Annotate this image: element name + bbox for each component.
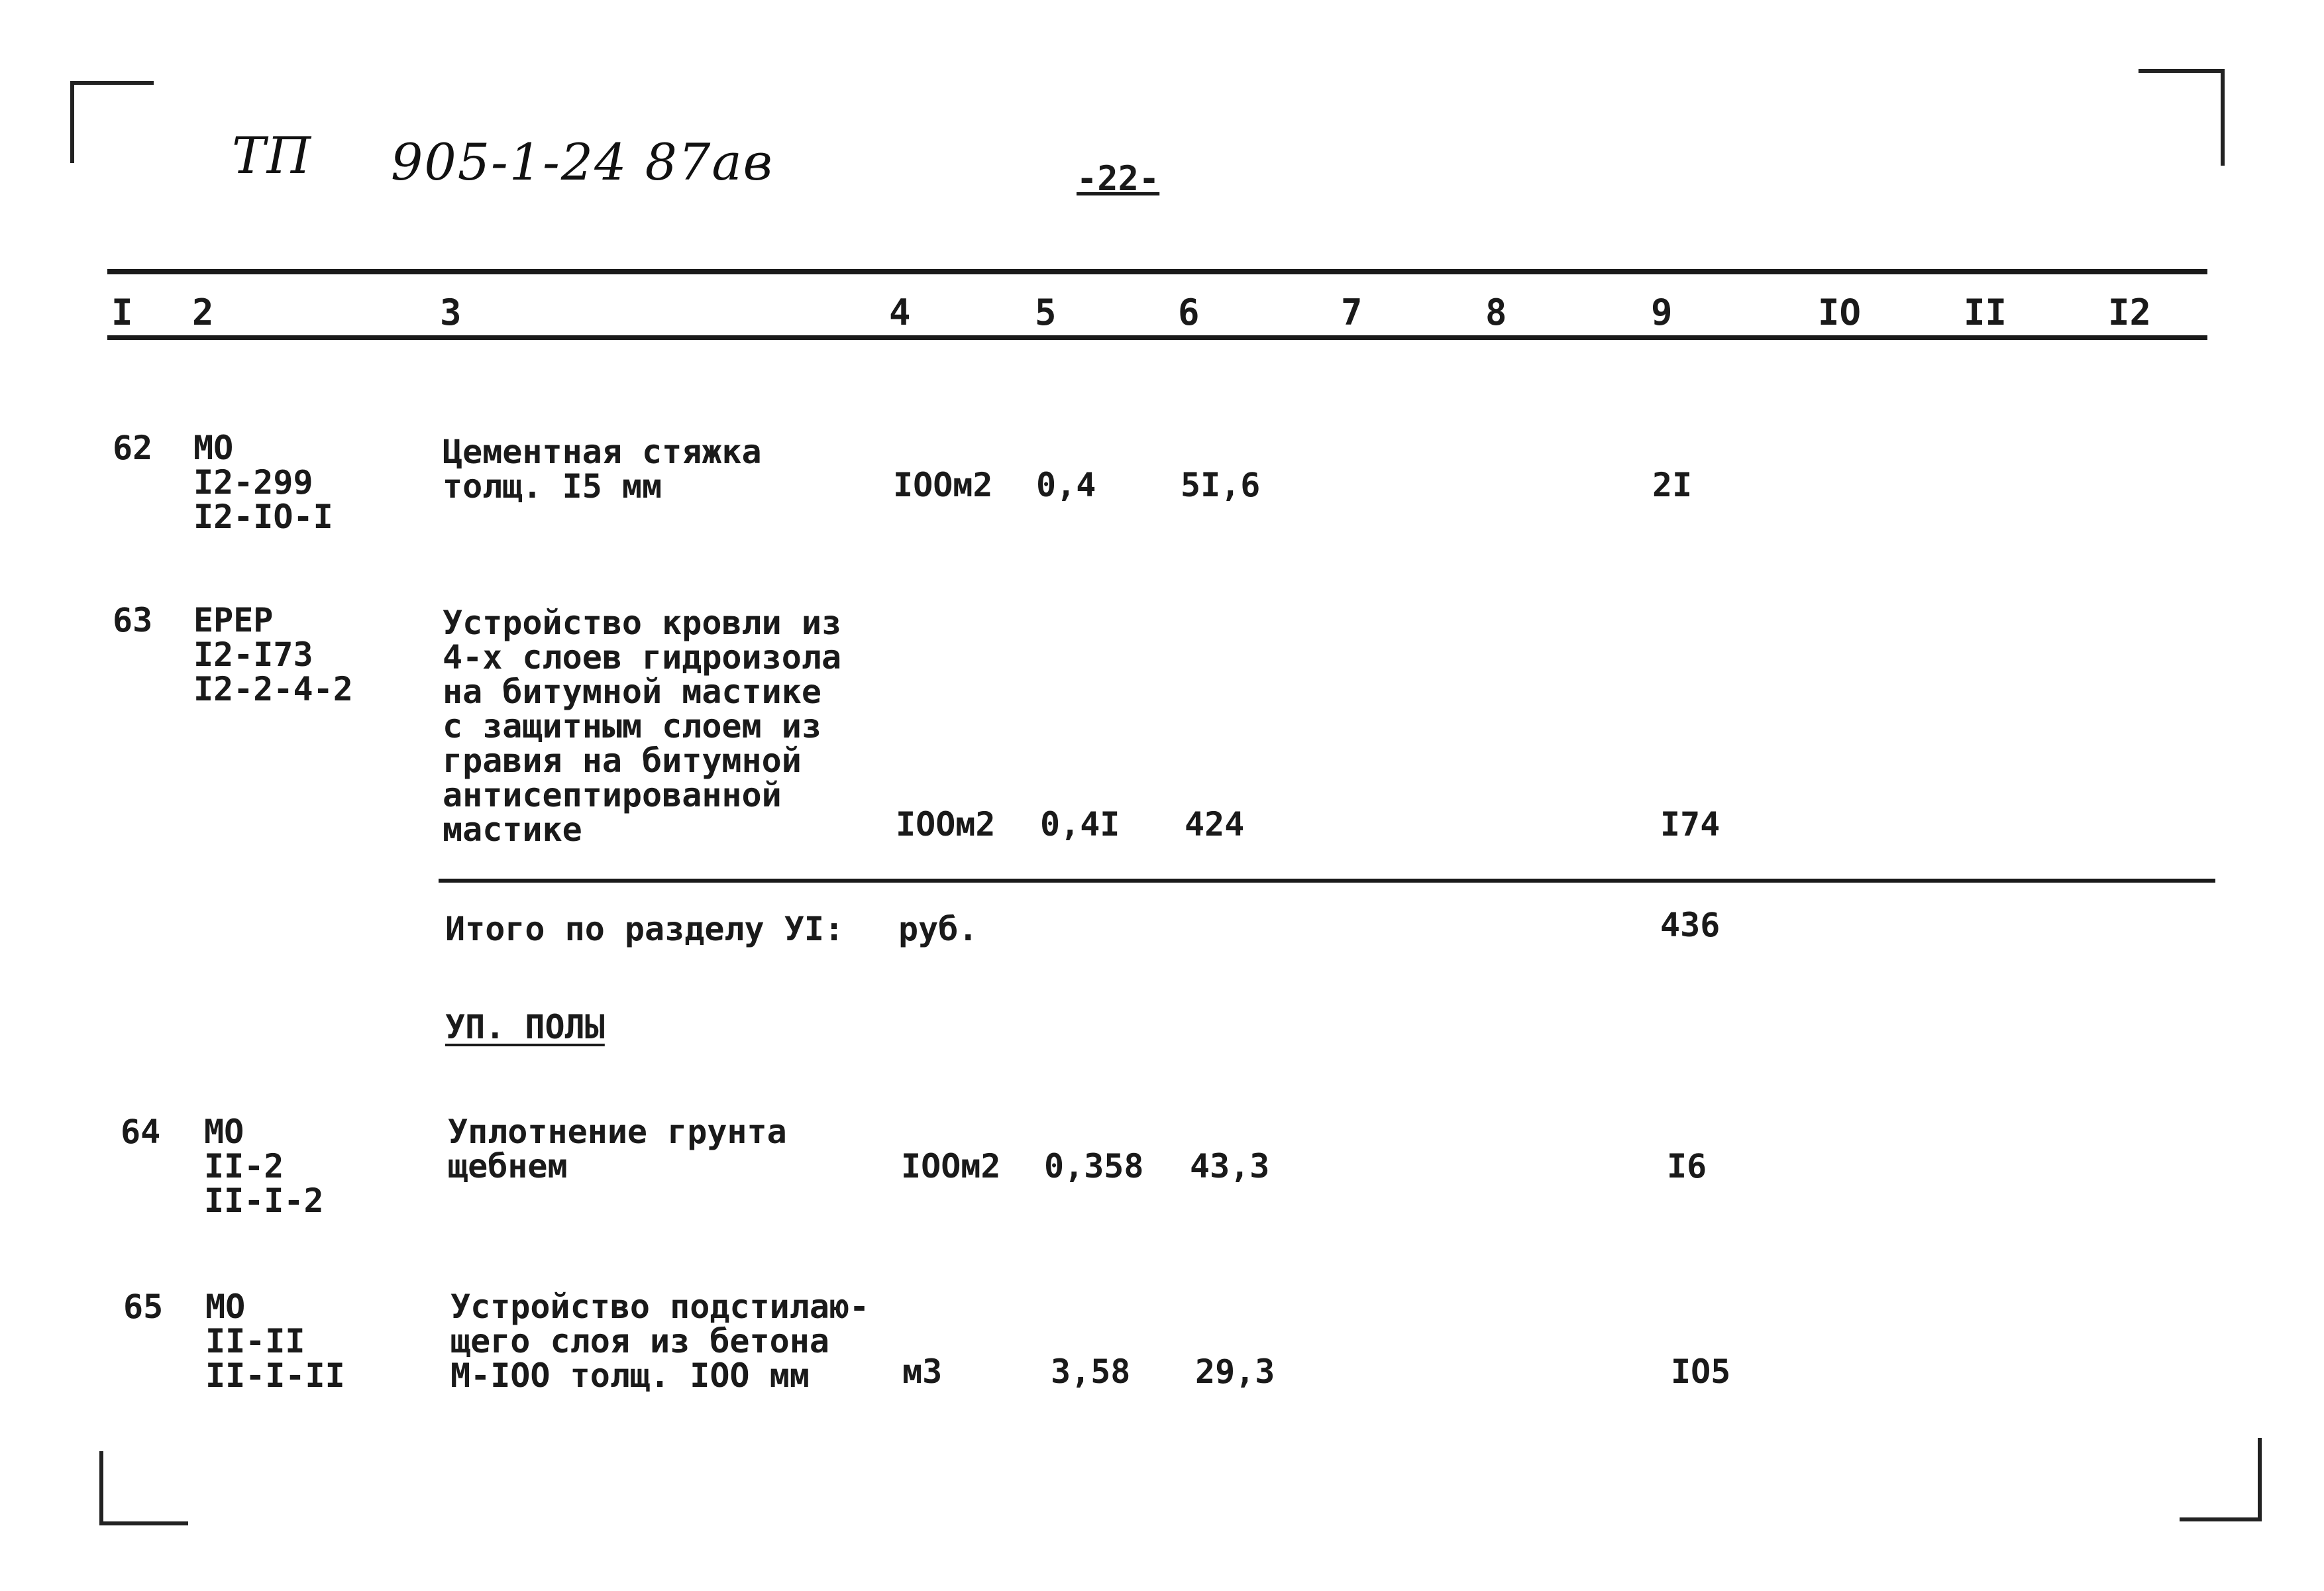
row-62-total: 2I [1652,466,1693,504]
document-code-number: 905-1-24 87ав [391,133,774,192]
row-63-quantity: 0,4I [1040,805,1120,844]
column-header-12: I2 [2108,292,2152,333]
row-64-number: 64 [121,1113,161,1151]
column-header-6: 6 [1178,292,1200,333]
row-62-unit: IOOм2 [893,466,993,504]
row-63-price: 424 [1185,805,1245,844]
row-64-basis: МО II-2 II-I-2 [204,1113,324,1220]
column-header-2: 2 [192,292,214,333]
page-number: -22- [1077,159,1160,199]
row-62-number: 62 [113,429,153,467]
row-65-number: 65 [123,1288,164,1326]
column-header-5: 5 [1035,292,1057,333]
header-bottom-rule [107,335,2207,340]
table-top-rule [107,269,2207,274]
row-64-quantity: 0,358 [1044,1147,1144,1185]
column-header-7: 7 [1341,292,1363,333]
row-64-description: Уплотнение грунта щебнем [448,1113,787,1185]
row-63-basis: ЕРЕР I2-I73 I2-2-4-2 [193,601,353,708]
row-62-basis: МО I2-299 I2-IO-I [193,429,333,536]
row-64-unit: IOOм2 [901,1147,1001,1185]
row-65-basis: МО II-II II-I-II [205,1288,345,1395]
row-65-total: IO5 [1671,1352,1731,1391]
column-header-9: 9 [1651,292,1673,333]
row-63-description: Устройство кровли из 4-х слоев гидроизола на битумной мастике с защитным слоем из гравия на битумной антисептированной мастике [443,604,842,849]
column-header-10: IO [1818,292,1862,333]
row-62-description: Цементная стяжка толщ. I5 мм [443,433,762,506]
row-64-price: 43,3 [1190,1147,1270,1185]
row-63-total: I74 [1660,805,1720,844]
row-63-unit: IOOм2 [896,805,996,844]
row-65-quantity: 3,58 [1051,1352,1131,1391]
section-heading: УП. ПОЛЫ [445,1008,605,1046]
document-code-prefix: ТП [232,126,312,185]
row-65-price: 29,3 [1195,1352,1275,1391]
subtotal-label: Итого по разделу УI: [445,910,845,948]
column-header-1: I [111,292,133,333]
subtotal-total: 436 [1660,906,1720,944]
row-64-total: I6 [1667,1147,1707,1185]
column-header-8: 8 [1485,292,1507,333]
row-62-price: 5I,6 [1181,466,1261,504]
row-65-unit: м3 [902,1352,943,1391]
row-62-quantity: 0,4 [1036,466,1096,504]
column-header-11: II [1964,292,2007,333]
row-63-number: 63 [113,601,153,639]
subtotal-rule [439,879,2215,883]
column-header-4: 4 [889,292,911,333]
corner-mark-top-left [70,81,154,163]
column-header-3: 3 [440,292,462,333]
corner-mark-bottom-right [2180,1438,2262,1521]
corner-mark-top-right [2139,69,2225,166]
corner-mark-bottom-left [99,1451,188,1525]
subtotal-unit: руб. [898,910,978,948]
row-65-description: Устройство подстилаю- щего слоя из бетона М-IOO толщ. IOO мм [450,1288,870,1395]
